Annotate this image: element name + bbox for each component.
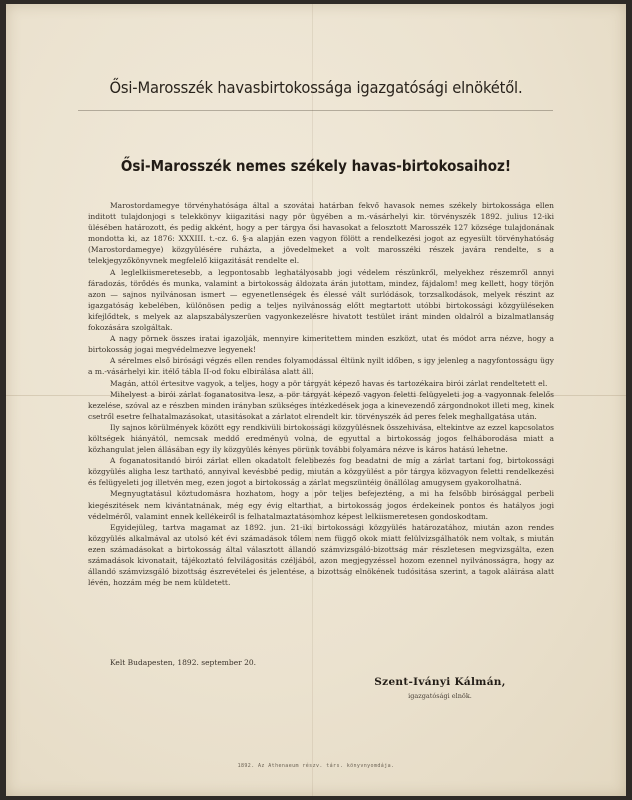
paragraph: Egyidejüleg, tartva magamat az 1892. jun. 21-iki birtokossági közgyülés határozatához, miután azon rendes közgyülés alkalmával az utolsó két évi számadások tőlem nem függő okok miatt felülvizsgálhatók nem voltak, s miután ezen számadásokat a birtokosság által választott állandó számvizsgáló-bizottság már részletesen megvizsgálta, ezen számadások kivonatait, tájékoztató felvilágositás czéljából, azon megjegyzéssel hozom ezennel nyilvánosságra, hogy az állandó számvizsgáló bizottság észrevételei és jelentése, a bizottság elnökének tudósitása szerint, a tagok aláirása alatt lévén, hozzám még be nem küldetett.: [88, 522, 554, 588]
document-body: [88, 200, 554, 588]
paragraph: A leglelkiismeretesebb, a legpontosabb leghatályosabb jogi védelem részünkről, melyekhez részemről annyi fáradozás, törődés és munka, valamint a birtokosság áldozata árán jutottam, mindez, fájdalom! meg kellett, hogy törjön azon — sajnos nyilvánosan ismert — egyenetlenségek és élessé vált surlódások, torzsalkodások, melyek részint az igazgatóság kebelében, különösen pedig a teljes nyilvánosság előtt megtartott utóbbi birtokossági közgyüléseken kifejlődtek, s melyek az alapszabályszerüen vagyonkezelésre hivatott testület iránt minden oldalról a bizalmatlanság fokozására szolgáltak.: [88, 267, 554, 333]
paragraph: Mihelyest a birói zárlat foganatositva lesz, a pör tárgyát képező vagyon feletti felügyeleti jog a vagyonnak felelős kezelése, szóval az e részben minden irányban szükséges intézkedések joga a kinevezendő zárgondnokot illeti meg, kinek csetről esetre felhatalmazásokat, utasitásokat a zárlatot elrendelt kir. törvényszék ád peres felek meghallgatása után.: [88, 389, 554, 421]
document-heading: Ősi-Marosszék havasbirtokossága igazgatósági elnökétől.: [109, 78, 523, 97]
paragraph: Megnyugtatásul köztudomásra hozhatom, hogy a pör teljes befejezténg, a mi ha felsőbb birósággal perbeli kiegészitések nem kivántatnának, még egy évig eltarthat, a birtokosság jogos érdekeinek pontos és hatályos jogi védelméről, valamint ennek kellékeiről is felhatalmaztatásomhoz képest lelkiismeretesen gondoskodtam.: [88, 489, 554, 521]
paragraph: A sérelmes első birósági végzés ellen rendes folyamodással éltünk nyilt időben, s igy jelenleg a nagyfontosságu ügy a m.-vásárhelyi kir. itélő tábla II-od foku elbirálása alatt áll.: [88, 356, 554, 377]
paragraph: A nagy pörnek összes iratai igazolják, mennyire kimeritettem minden eszközt, utat és módot arra nézve, hogy a birtokosság jogai megvédelmezve legyenek!: [88, 334, 554, 355]
document-title: Ősi-Marosszék nemes székely havas-birtokosaihoz!: [120, 157, 512, 175]
dateline: Kelt Budapesten, 1892. september 20.: [110, 658, 257, 667]
signature-name: Szent-Iványi Kálmán,: [374, 676, 506, 688]
signature-title: igazgatósági elnök.: [408, 692, 472, 700]
heading-rule: [78, 110, 553, 111]
paragraph: Marostordamegye törvényhatósága által a szovátai határban fekvő havasok nemes székely birtokossága ellen inditott tulajdonjogi s telekkönyv kiigazitási nagy pör ügyében a m.-vásárhelyi kir. törvényszék 1892. julius 12-iki ülésében határozott, és pedig akként, hogy a per tárgya ősi havasokat a felosztott Marosszék 127 községe tulajdonának mondotta ki, az 1876: XXXIII. t.-cz. 6. §-a alapján ezen vagyon fölött a rendelkezési jogot az egyesült törvényhatóság (Marostordamegye) közgyülésére ruházta, a jövedelmeket a volt marosszéki részek javára rendelte, s a telekjegyzőkönyvnek megfelelő kiigazitását rendelte el.: [88, 201, 554, 266]
paragraph: A foganatositandó birói zárlat ellen okadatolt felebbezés fog beadatni de míg a zárlat tartani fog, birtokossági közgyülés aligha lesz tartható, annyival kevésbbé pedig, miután a közgyülést a pör tárgya közvagyon feletti rendelkezési és felügyeleti jog illetvén meg, ezen jogot a birtokosság a zárlat megszüntéig önállólag amugysem gyakorolhatná.: [88, 456, 554, 488]
printer-footer: 1892. Az Athenaeum részv. társ. könyvnyomdája.: [237, 763, 395, 769]
paragraph: Ily sajnos körülmények között egy rendkivüli birtokossági közgyülésnek összehivása, eltekintve az ezzel kapcsolatos költségek hiányától, nemcsak meddő eredményü volna, de egyuttal a birtokosság jogos felháborodása miatt a közhangulat jelen állásában egy ily közgyülés kényes pörünk további folyamára nézve is káros hatású lehetne.: [88, 422, 554, 455]
paragraph: Magán, attól értesitve vagyok, a teljes, hogy a pör tárgyát képező havas és tartozékaira birói zárlat rendeltetett el.: [110, 378, 548, 388]
